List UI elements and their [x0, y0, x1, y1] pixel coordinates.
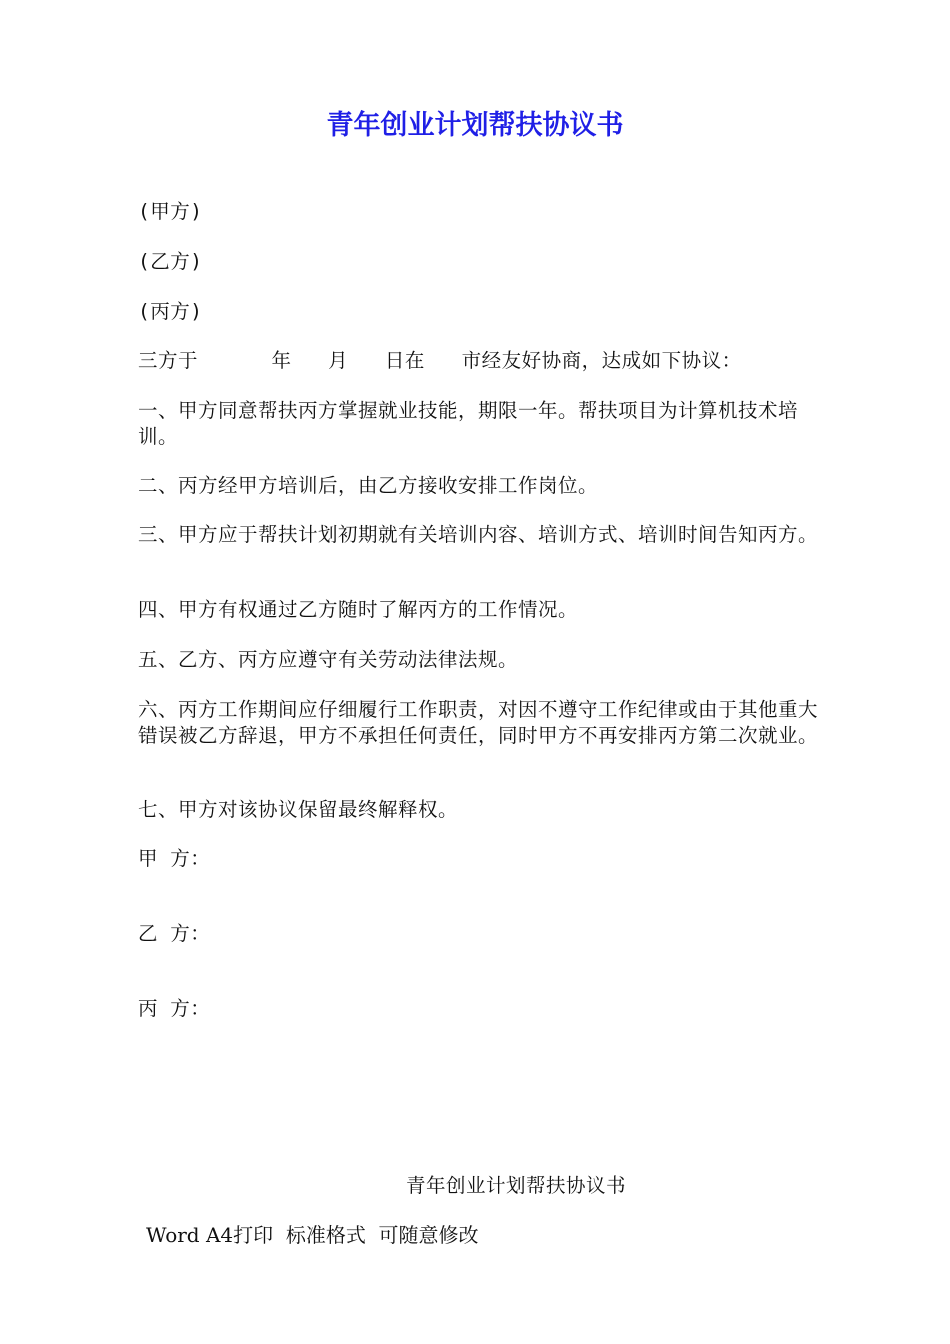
clause-5: 五、乙方、丙方应遵守有关劳动法律法规。: [138, 648, 519, 671]
party-b-label: (乙方): [138, 250, 203, 273]
clause-7: 七、甲方对该协议保留最终解释权。: [138, 798, 459, 821]
signature-party-a: 甲 方：: [138, 847, 211, 870]
signature-party-b: 乙 方：: [138, 922, 211, 945]
footer-note: Word A4打印 标准格式 可随意修改: [146, 1223, 479, 1247]
clause-3: 三、甲方应于帮扶计划初期就有关培训内容、培训方式、培训时间告知丙方。: [138, 523, 819, 546]
party-c-label: (丙方): [138, 300, 203, 323]
party-a-label: (甲方): [138, 200, 203, 223]
clause-2: 二、丙方经甲方培训后，由乙方接收安排工作岗位。: [138, 474, 599, 497]
clause-1: 一、甲方同意帮扶丙方掌握就业技能，期限一年。帮扶项目为计算机技术培训。: [138, 399, 799, 448]
clause-4: 四、甲方有权通过乙方随时了解丙方的工作情况。: [138, 598, 579, 621]
agreement-date-line: 三方于 年 月 日在 市经友好协商，达成如下协议：: [138, 349, 742, 372]
clause-6: 六、丙方工作期间应仔细履行工作职责，对因不遵守工作纪律或由于其他重大错误被乙方辞退，甲方不承担任何责任，同时甲方不再安排丙方第二次就业。: [138, 698, 819, 747]
footer-title: 青年创业计划帮扶协议书: [406, 1174, 627, 1197]
signature-party-c: 丙 方：: [138, 997, 211, 1020]
document-title: 青年创业计划帮扶协议书: [326, 110, 624, 141]
